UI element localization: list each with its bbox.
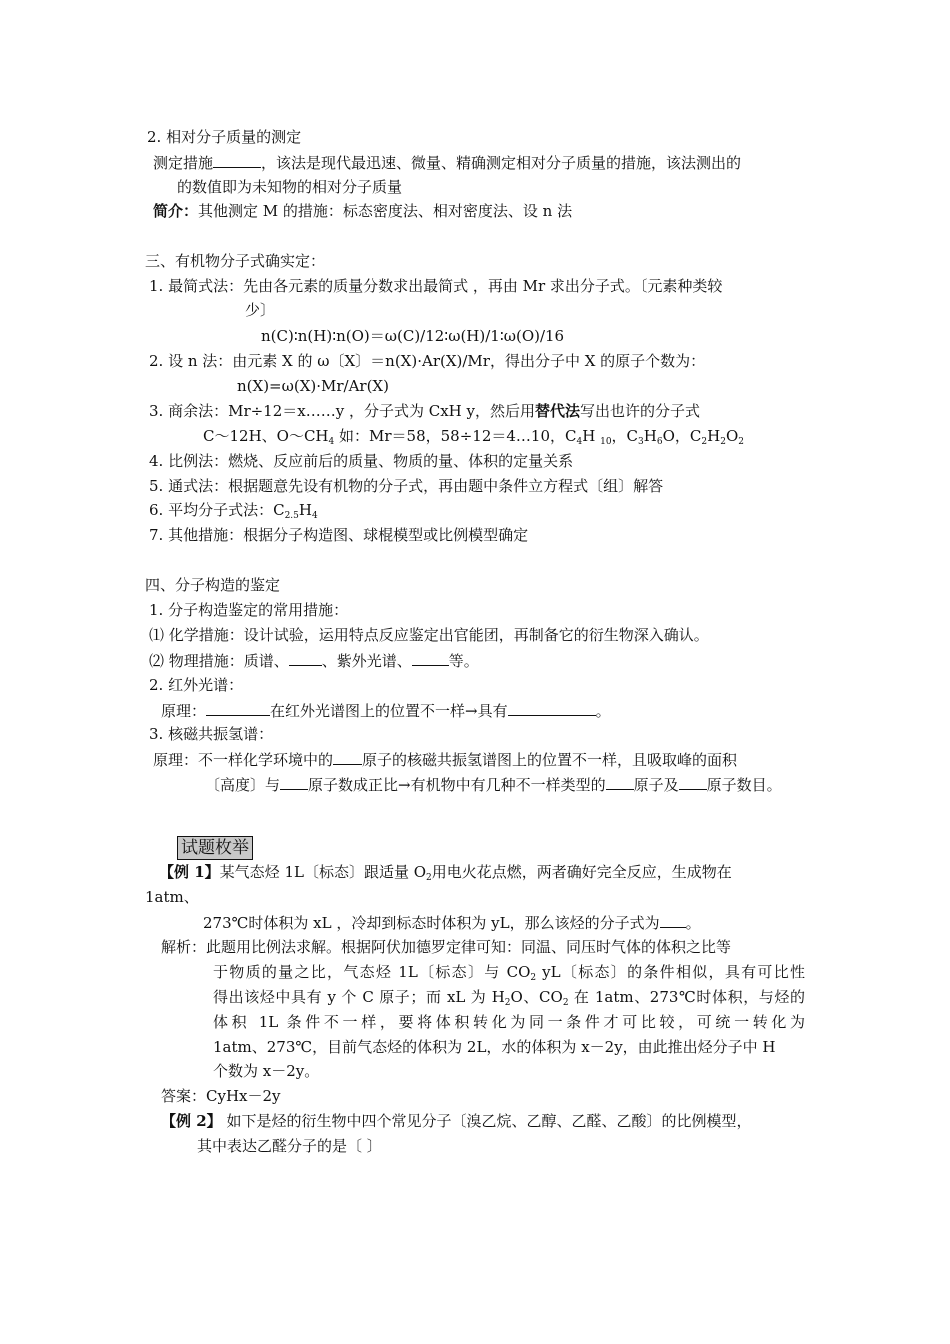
- analysis-line-4: 体积 1L 条件不一样，要将体积转化为同一条件才可比较，可统一转化为: [213, 1013, 805, 1031]
- s4-point-1: 1. 分子构造鉴定的常用措施：: [149, 601, 349, 619]
- s4-point-1-1: ⑴ 化学措施：设计试验，运用特点反应鉴定出官能团，再制备它的衍生物深入确认。: [149, 626, 709, 644]
- m6-sub: 4: [311, 511, 318, 521]
- ex1-text: 273℃时体积为 xL ，冷却到标态时体积为 yL，那么该烃的分子式为: [203, 914, 660, 932]
- section-4-title: 四、分子构造的鉴定: [145, 576, 281, 594]
- m3-sub: 3: [638, 437, 644, 447]
- example-1-label: 【例 1】: [159, 863, 220, 881]
- ex1-text: 。: [685, 914, 701, 932]
- example-2-line-2: 其中表达乙醛分子的是〔 〕: [197, 1137, 382, 1155]
- method-2: 2. 设 n 法：由元素 X 的 ω〔X〕＝n(X)·Ar(X)/Mr，得出分子中 X 的原子个数为：: [149, 352, 706, 370]
- s4-point-1-2: [149, 650, 479, 671]
- method-line: [153, 152, 741, 173]
- method-3-text-b: 写出也许的分子式: [580, 402, 701, 420]
- s4-point-2: 2. 红外光谱：: [149, 676, 244, 694]
- p3-text: 原子的核磁共振氢谱图上的位置不一样，且吸取峰的面积: [362, 751, 738, 769]
- an-text: O、CO: [510, 988, 563, 1006]
- analysis-line-3: [213, 987, 805, 1007]
- p2-text: 原理：: [161, 702, 207, 720]
- method-6: [149, 500, 318, 520]
- analysis-line-1: 解析：此题用比例法求解。根据阿伏加德罗定律可知：同温、同压时气体的体积之比等: [161, 938, 732, 956]
- intro-label: 简介：: [153, 202, 199, 220]
- method-5: 5. 通式法：根据题意先设有机物的分子式，再由题中条件立方程式〔组〕解答: [149, 477, 664, 495]
- blank: [508, 700, 596, 716]
- m3-text: O: [725, 427, 739, 445]
- example-2-label: 【例 2】: [161, 1112, 222, 1130]
- method-text-a: 测定措施: [153, 154, 214, 172]
- an-text: yL〔标态〕的条件相似，具有可比性: [536, 963, 805, 981]
- method-1-formula: n(C)∶n(H)∶n(O)＝ω(C)/12∶ω(H)/1∶ω(O)/16: [261, 327, 565, 345]
- method-line-2: 的数值即为未知物的相对分子质量: [177, 178, 403, 196]
- examples-heading: 试题枚举: [177, 836, 253, 860]
- m3-text-b: 如：Mr＝58，58÷12＝4…10，C: [334, 427, 577, 445]
- p3-text: 原理：不一样化学环境中的: [153, 751, 334, 769]
- blank: [606, 774, 634, 790]
- p2-text: 在红外光谱图上的位置不一样→具有: [270, 702, 508, 720]
- m3-text: H: [707, 427, 721, 445]
- m3-sub: 2: [738, 437, 744, 447]
- method-text-b: ，该法是现代最迅速、微量、精确测定相对分子质量的措施，该法测出的: [261, 154, 742, 172]
- blank: [660, 912, 686, 928]
- an-text: 得出该烃中具有 y 个 C 原子；而 xL 为 H: [213, 988, 505, 1006]
- p3-text: 原子数目。: [706, 776, 782, 794]
- an-sub: 2: [562, 998, 569, 1008]
- p2-text: 。: [595, 702, 611, 720]
- s4-point-3-principle: [153, 749, 737, 770]
- m3-text: O，C: [662, 427, 702, 445]
- an-text: 于物质的量之比，气态烃 1L〔标态〕与 CO: [213, 963, 531, 981]
- m3-sub: 10: [600, 437, 612, 447]
- m6-sub: 2.5: [284, 511, 299, 521]
- analysis-line-2: [213, 962, 805, 982]
- blank: [333, 749, 362, 765]
- method-7: 7. 其他措施：根据分子构造图、球棍模型或比例模型确定: [149, 526, 529, 544]
- example-1: [159, 862, 732, 882]
- m3-text: H: [582, 427, 601, 445]
- p3-text: 〔高度〕与: [205, 776, 281, 794]
- ex2-text: 如下是烃的衍生物中四个常见分子〔溴乙烷、乙醇、乙醛、乙酸〕的比例模型，: [221, 1112, 752, 1130]
- example-1-line-2: 1atm、: [145, 888, 199, 906]
- p3-text: 原子数成正比→有机物中有几种不一样类型的: [308, 776, 606, 794]
- m3-text: ，C: [611, 427, 639, 445]
- method-3-bold: 替代法: [535, 402, 581, 420]
- example-1-line-3: [203, 912, 701, 933]
- blank: [412, 650, 449, 666]
- m3-sub: 4: [328, 437, 335, 447]
- m3-sub: 2: [701, 437, 708, 447]
- blank-method: [213, 152, 261, 168]
- section-3-title: 三、有机物分子式确实定：: [145, 252, 326, 270]
- s4-point-2-principle: [161, 700, 611, 721]
- m3-sub: 2: [720, 437, 726, 447]
- method-2-formula: n(X)=ω(X)·Mr/Ar(X): [237, 377, 389, 395]
- p3-text: 原子及: [633, 776, 679, 794]
- blank: [679, 774, 707, 790]
- method-3-examples: [203, 426, 744, 446]
- method-1-cont: 少〕: [245, 301, 276, 319]
- ex1-text: 用电火花点燃，两者确好完全反应，生成物在: [431, 863, 732, 881]
- p12-text: 等。: [448, 652, 479, 670]
- m6-text: H: [298, 501, 312, 519]
- method-3: [149, 401, 700, 421]
- method-1: 1. 最简式法：先由各元素的质量分数求出最简式 ，再由 Mr 求出分子式。〔元素种类较: [149, 277, 723, 295]
- blank: [206, 700, 270, 716]
- an-sub: 2: [530, 973, 537, 983]
- ex1-sub: 2: [426, 873, 432, 883]
- answer-line: 答案：CyHx－2y: [161, 1087, 281, 1105]
- m3-sub: 4: [576, 437, 583, 447]
- an-sub: 2: [504, 998, 511, 1008]
- blank: [289, 650, 322, 666]
- blank: [280, 774, 308, 790]
- an-text: 在 1atm、273℃时体积，与烃的: [568, 988, 806, 1006]
- intro-line: [153, 201, 572, 221]
- m3-text: C～12H、O～CH: [203, 427, 329, 445]
- analysis-line-6: 个数为 x－2y。: [213, 1062, 320, 1080]
- m3-text: H: [643, 427, 657, 445]
- s4-point-3: 3. 核磁共振氢谱：: [149, 725, 274, 743]
- example-2: [161, 1111, 751, 1131]
- p12-text: ⑵ 物理措施：质谱、: [149, 652, 289, 670]
- s4-point-3-cont: [205, 774, 782, 795]
- method-3-text-a: 3. 商余法：Mr÷12＝x……y ，分子式为 CxH y，然后用: [149, 402, 535, 420]
- ex1-text: 某气态烃 1L〔标态〕跟适量 O: [219, 863, 427, 881]
- p12-text: 、紫外光谱、: [321, 652, 412, 670]
- m3-sub: 6: [656, 437, 663, 447]
- method-4: 4. 比例法：燃烧、反应前后的质量、物质的量、体积的定量关系: [149, 452, 574, 470]
- analysis-line-5: 1atm、273℃，目前气态烃的体积为 2L，水的体积为 x－2y，由此推出烃分子中 H: [213, 1038, 776, 1056]
- section-2-title: 2. 相对分子质量的测定: [147, 128, 302, 146]
- m6-text: 6. 平均分子式法：C: [149, 501, 285, 519]
- intro-text: 其他测定 M 的措施：标态密度法、相对密度法、设 n 法: [198, 202, 573, 220]
